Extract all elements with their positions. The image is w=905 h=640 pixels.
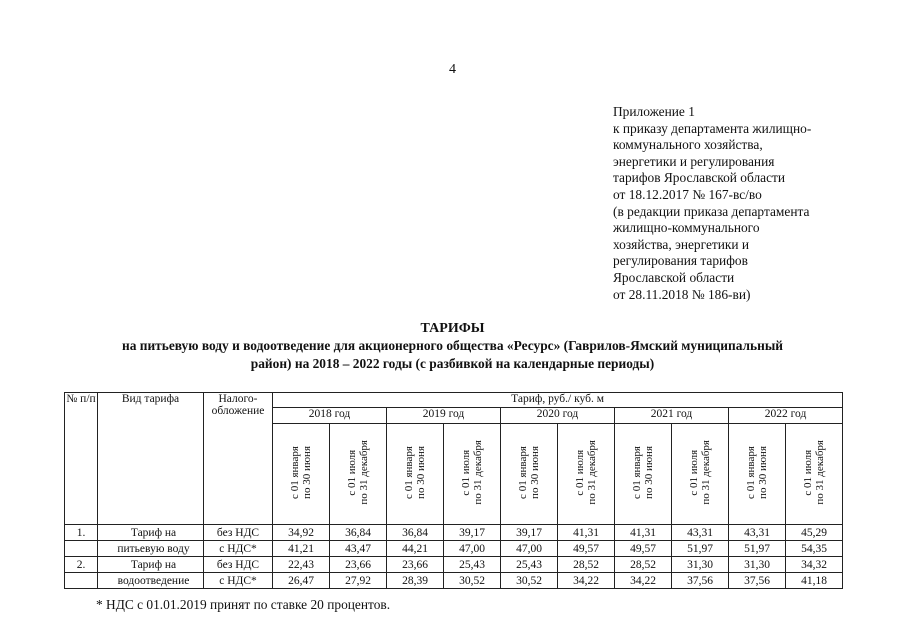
tariff-value-cell: 23,66: [330, 557, 387, 573]
appendix-line: тарифов Ярославской области: [613, 170, 786, 186]
tariff-value-cell: 34,22: [558, 573, 615, 589]
page-number: 4: [449, 62, 456, 77]
tariff-value-cell: 44,21: [387, 541, 444, 557]
column-header-tariff-type: Вид тарифа: [98, 393, 204, 525]
tariff-value-cell: 45,29: [786, 525, 843, 541]
tariff-value-cell: 51,97: [672, 541, 729, 557]
tariff-value-cell: 27,92: [330, 573, 387, 589]
column-header-tariff: Тариф, руб./ куб. м: [273, 393, 843, 408]
tariff-value-cell: 49,57: [558, 541, 615, 557]
appendix-line: Приложение 1: [613, 104, 695, 119]
appendix-line: от 18.12.2017 № 167-вс/во: [613, 186, 762, 202]
appendix-line: энергетики и регулирования: [613, 153, 775, 169]
tariff-value-cell: 31,30: [672, 557, 729, 573]
table-row: [65, 573, 843, 589]
tariff-value-cell: 41,31: [558, 525, 615, 541]
appendix-line: коммунального хозяйства,: [613, 137, 763, 153]
tariff-value-cell: 34,32: [786, 557, 843, 573]
tariff-value-cell: 41,18: [786, 573, 843, 589]
column-header-number: № п/п: [65, 393, 98, 525]
tariff-value-cell: 30,52: [501, 573, 558, 589]
row-number-cell: [65, 573, 98, 589]
tariff-value-cell: 30,52: [444, 573, 501, 589]
tariff-value-cell: 37,56: [672, 573, 729, 589]
appendix-line: от 28.11.2018 № 186-ви): [613, 286, 751, 302]
period-header-second-half: с 01 июля по 31 декабря: [330, 424, 387, 525]
period-header-first-half: с 01 января по 30 июня: [615, 424, 672, 525]
table-row: [65, 557, 843, 573]
row-number-cell: [65, 541, 98, 557]
row-number-cell: 1.: [65, 525, 98, 541]
tariff-value-cell: 43,31: [672, 525, 729, 541]
year-header: 2019 год: [387, 408, 501, 424]
tariff-value-cell: 51,97: [729, 541, 786, 557]
appendix-line: Ярославской области: [613, 269, 735, 285]
tariff-value-cell: 36,84: [330, 525, 387, 541]
tariff-name-cell: Тариф на: [98, 557, 204, 573]
document-title-block: [40, 320, 865, 372]
tariff-value-cell: 54,35: [786, 541, 843, 557]
tariff-value-cell: 39,17: [501, 525, 558, 541]
table-row: [65, 541, 843, 557]
tariff-value-cell: 43,47: [330, 541, 387, 557]
tariff-value-cell: 28,52: [558, 557, 615, 573]
tariff-value-cell: 25,43: [501, 557, 558, 573]
tariff-value-cell: 41,31: [615, 525, 672, 541]
document-subtitle-line: на питьевую воду и водоотведение для акционерного общества «Ресурс» (Гаврилов-Ямский муниципальный: [121, 338, 783, 353]
tariff-value-cell: 23,66: [387, 557, 444, 573]
tariff-value-cell: 26,47: [273, 573, 330, 589]
period-header-first-half: с 01 января по 30 июня: [501, 424, 558, 525]
taxation-cell: без НДС: [204, 525, 273, 541]
column-header-taxation: Налого-обложение: [204, 393, 273, 525]
taxation-cell: с НДС*: [204, 573, 273, 589]
tariff-value-cell: 31,30: [729, 557, 786, 573]
tariff-value-cell: 34,92: [273, 525, 330, 541]
period-header-second-half: с 01 июля по 31 декабря: [444, 424, 501, 525]
period-header-first-half: с 01 января по 30 июня: [729, 424, 786, 525]
period-header-second-half: с 01 июля по 31 декабря: [786, 424, 843, 525]
taxation-cell: без НДС: [204, 557, 273, 573]
document-title: ТАРИФЫ: [420, 321, 485, 336]
period-header-first-half: с 01 января по 30 июня: [387, 424, 444, 525]
period-header-second-half: с 01 июля по 31 декабря: [558, 424, 615, 525]
tariff-value-cell: 28,52: [615, 557, 672, 573]
period-header-second-half: с 01 июля по 31 декабря: [672, 424, 729, 525]
tariff-value-cell: 37,56: [729, 573, 786, 589]
tariff-value-cell: 34,22: [615, 573, 672, 589]
document-subtitle-line: район) на 2018 – 2022 годы (с разбивкой на календарные периоды): [250, 355, 655, 371]
appendix-line: жилищно-коммунального: [613, 220, 760, 236]
tariff-value-cell: 28,39: [387, 573, 444, 589]
year-header: 2020 год: [501, 408, 615, 424]
year-header: 2021 год: [615, 408, 729, 424]
year-header: 2022 год: [729, 408, 843, 424]
tariff-value-cell: 43,31: [729, 525, 786, 541]
appendix-line: регулирования тарифов: [613, 253, 748, 269]
tariff-name-cell: питьевую воду: [98, 541, 204, 557]
appendix-line: хозяйства, энергетики и: [613, 236, 750, 252]
footnote: * НДС с 01.01.2019 принят по ставке 20 процентов.: [96, 597, 391, 612]
row-number-cell: 2.: [65, 557, 98, 573]
taxation-cell: с НДС*: [204, 541, 273, 557]
tariff-table: [64, 392, 843, 589]
appendix-line: к приказу департамента жилищно-: [613, 120, 812, 136]
appendix-note: [613, 104, 811, 303]
tariff-value-cell: 47,00: [444, 541, 501, 557]
table-row: [65, 525, 843, 541]
tariff-value-cell: 39,17: [444, 525, 501, 541]
appendix-line: (в редакции приказа департамента: [613, 203, 810, 219]
year-header: 2018 год: [273, 408, 387, 424]
tariff-value-cell: 49,57: [615, 541, 672, 557]
period-header-first-half: с 01 января по 30 июня: [273, 424, 330, 525]
tariff-name-cell: водоотведение: [98, 573, 204, 589]
tariff-value-cell: 36,84: [387, 525, 444, 541]
tariff-value-cell: 47,00: [501, 541, 558, 557]
tariff-value-cell: 25,43: [444, 557, 501, 573]
tariff-value-cell: 22,43: [273, 557, 330, 573]
tariff-name-cell: Тариф на: [98, 525, 204, 541]
tariff-value-cell: 41,21: [273, 541, 330, 557]
